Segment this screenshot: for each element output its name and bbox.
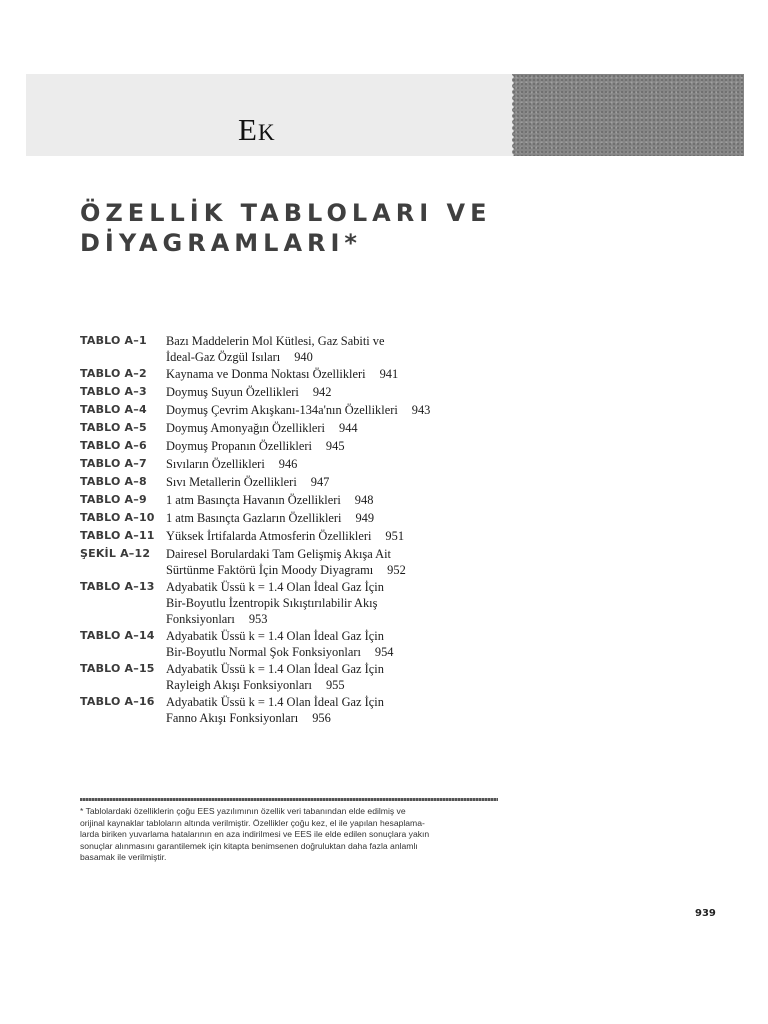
page-number: 939 xyxy=(695,908,716,919)
toc-item xyxy=(80,365,480,383)
header-decorative-block xyxy=(512,74,744,156)
toc-item-title-text: Doymuş Amonyağın Özellikleri xyxy=(166,421,325,435)
toc-item xyxy=(80,332,480,365)
toc-item-title-line xyxy=(166,661,384,677)
toc-item-title-text: Yüksek İrtifalarda Atmosferin Özellikleri xyxy=(166,529,372,543)
toc-item xyxy=(80,473,480,491)
toc-item-title-text: Sıvı Metallerin Özellikleri xyxy=(166,475,297,489)
toc-item-title-line xyxy=(166,402,430,418)
toc-item-label: TABLO A–3 xyxy=(80,385,147,398)
toc-item xyxy=(80,578,480,627)
toc-item-title-line xyxy=(166,710,384,726)
toc-item-title-line xyxy=(166,366,398,382)
table-of-contents xyxy=(80,332,480,726)
toc-item-title xyxy=(166,693,384,726)
toc-item-label: TABLO A–15 xyxy=(80,662,155,675)
toc-item-page: 952 xyxy=(387,563,406,577)
toc-item-title-line xyxy=(166,611,384,627)
toc-item-label: TABLO A–5 xyxy=(80,421,147,434)
toc-item-title-text: Dairesel Borulardaki Tam Gelişmiş Akışa Ait xyxy=(166,547,391,561)
toc-item-page: 953 xyxy=(248,612,268,626)
toc-item xyxy=(80,383,480,401)
toc-item-label: TABLO A–1 xyxy=(80,334,147,347)
footnote-line: orijinal kaynaklar tabloların altında verilmiştir. Özellikler çoğu kez, el ile yapılan hesaplama- xyxy=(80,817,425,828)
toc-item-title-line xyxy=(166,492,373,508)
toc-item xyxy=(80,627,480,660)
toc-item xyxy=(80,401,480,419)
toc-item-page: 942 xyxy=(312,385,332,399)
toc-item-title xyxy=(166,509,374,527)
toc-item-title-line xyxy=(166,384,331,400)
toc-item-title-text: Bir-Boyutlu Normal Şok Fonksiyonları xyxy=(166,645,361,659)
toc-item-page: 944 xyxy=(339,421,358,435)
toc-item xyxy=(80,455,480,473)
toc-item xyxy=(80,491,480,509)
toc-item-title xyxy=(166,401,430,419)
toc-item-title-text: Doymuş Çevrim Akışkanı-134a'nın Özellikleri xyxy=(166,403,398,417)
appendix-label-small: K xyxy=(257,120,276,145)
toc-item-title-line xyxy=(166,546,406,562)
toc-item-label: TABLO A–9 xyxy=(80,493,147,506)
toc-item xyxy=(80,419,480,437)
toc-item-title-text: Adyabatik Üssü k = 1.4 Olan İdeal Gaz İçin xyxy=(166,695,384,709)
toc-item-title-line xyxy=(166,677,384,693)
toc-item-title-text: Fanno Akışı Fonksiyonları xyxy=(166,711,299,725)
toc-item-title-text: 1 atm Basınçta Havanın Özellikleri xyxy=(166,493,341,507)
toc-item-title-text: Kaynama ve Donma Noktası Özellikleri xyxy=(166,367,366,381)
toc-item-title-line xyxy=(166,438,345,454)
toc-item-label: TABLO A–2 xyxy=(80,367,147,380)
toc-item xyxy=(80,509,480,527)
toc-item-title-text: İdeal-Gaz Özgül Isıları xyxy=(166,350,281,364)
toc-item-page: 947 xyxy=(310,475,330,489)
toc-item-label: TABLO A–7 xyxy=(80,457,147,470)
toc-item-page: 941 xyxy=(379,367,399,381)
toc-item xyxy=(80,437,480,455)
toc-item-title xyxy=(166,455,297,473)
toc-item-title xyxy=(166,437,345,455)
toc-item-title xyxy=(166,419,358,437)
footnote-line: * Tablolardaki özelliklerin çoğu EES yazılımının özellik veri tabanından elde edilmiş ve xyxy=(80,806,406,816)
toc-item-label: TABLO A–10 xyxy=(80,511,155,524)
toc-item-title-text: Fonksiyonları xyxy=(166,612,235,626)
page-title xyxy=(80,198,491,258)
toc-item-title xyxy=(166,473,329,491)
footnote xyxy=(80,806,510,864)
toc-item-label: ŞEKİL A–12 xyxy=(80,547,151,560)
toc-item-title xyxy=(166,627,394,660)
toc-item-page: 948 xyxy=(354,493,374,507)
toc-item-title-line xyxy=(166,644,394,660)
toc-item xyxy=(80,660,480,693)
toc-item-title-line xyxy=(166,510,374,526)
toc-item-title-line xyxy=(166,456,297,472)
toc-item-page: 955 xyxy=(325,678,345,692)
toc-item-title-line xyxy=(166,528,404,544)
appendix-label xyxy=(238,114,276,145)
toc-item-title-line xyxy=(166,595,384,611)
toc-item-title xyxy=(166,332,385,365)
toc-item-title-text: Sıvıların Özellikleri xyxy=(166,457,265,471)
toc-item-title xyxy=(166,578,384,627)
toc-item-label: TABLO A–11 xyxy=(80,529,155,542)
toc-item-title-text: Rayleigh Akışı Fonksiyonları xyxy=(166,678,312,692)
toc-item-page: 949 xyxy=(355,511,375,525)
toc-item-title xyxy=(166,383,331,401)
toc-item xyxy=(80,693,480,726)
toc-item-title-text: Bir-Boyutlu İzentropik Sıkıştırılabilir Akış xyxy=(166,596,378,610)
toc-item-title-line xyxy=(166,694,384,710)
toc-item-label: TABLO A–8 xyxy=(80,475,147,488)
toc-item-title-line xyxy=(166,628,394,644)
toc-item-page: 956 xyxy=(312,711,331,725)
toc-item-title xyxy=(166,660,384,693)
toc-item-title-text: Doymuş Propanın Özellikleri xyxy=(166,439,312,453)
toc-item xyxy=(80,545,480,578)
toc-item-title-line xyxy=(166,562,406,578)
toc-item-label: TABLO A–13 xyxy=(80,580,155,593)
toc-item-label: TABLO A–16 xyxy=(80,695,155,708)
toc-item xyxy=(80,527,480,545)
toc-item-title-line xyxy=(166,474,329,490)
toc-item-title-text: Sürtünme Faktörü İçin Moody Diyagramı xyxy=(166,563,374,577)
toc-item-title-text: Adyabatik Üssü k = 1.4 Olan İdeal Gaz İçin xyxy=(166,662,384,676)
toc-item-title xyxy=(166,491,373,509)
toc-item-label: TABLO A–4 xyxy=(80,403,147,416)
page-title-line-1: ÖZELLİK TABLOLARI VE xyxy=(80,199,492,227)
toc-item-title-text: Bazı Maddelerin Mol Kütlesi, Gaz Sabiti ve xyxy=(166,334,385,348)
toc-item-page: 951 xyxy=(385,529,405,543)
toc-item-title-text: 1 atm Basınçta Gazların Özellikleri xyxy=(166,511,342,525)
footnote-divider xyxy=(80,798,498,801)
footnote-line: larda biriken yuvarlama hatalarının en aza indirilmesi ve EES ile elde edilen sonuçlara yakın xyxy=(80,829,430,840)
toc-item-title-line xyxy=(166,579,384,595)
appendix-label-big: E xyxy=(238,112,258,147)
toc-item-page: 946 xyxy=(278,457,298,471)
toc-item-page: 954 xyxy=(374,645,394,659)
toc-item-title-line xyxy=(166,333,385,349)
toc-item-page: 943 xyxy=(411,403,431,417)
toc-item-title xyxy=(166,527,404,545)
footnote-line: basamak ile verilmiştir. xyxy=(80,852,167,863)
toc-item-page: 940 xyxy=(294,350,313,364)
toc-item-title-line xyxy=(166,420,358,436)
toc-item-label: TABLO A–6 xyxy=(80,439,147,452)
toc-item-page: 945 xyxy=(325,439,345,453)
toc-item-label: TABLO A–14 xyxy=(80,629,155,642)
toc-item-title xyxy=(166,365,398,383)
page-title-line-2: DİYAGRAMLARI* xyxy=(80,229,362,257)
toc-item-title-text: Doymuş Suyun Özellikleri xyxy=(166,385,299,399)
toc-item-title-text: Adyabatik Üssü k = 1.4 Olan İdeal Gaz İçin xyxy=(166,629,384,643)
toc-item-title xyxy=(166,545,406,578)
toc-item-title-text: Adyabatik Üssü k = 1.4 Olan İdeal Gaz İçin xyxy=(166,580,384,594)
footnote-line: sonuçlar alınmasını garantilemek için kitapta benimsenen doğruluktan daha fazla anlamlı xyxy=(80,840,418,851)
toc-item-title-line xyxy=(166,349,385,365)
